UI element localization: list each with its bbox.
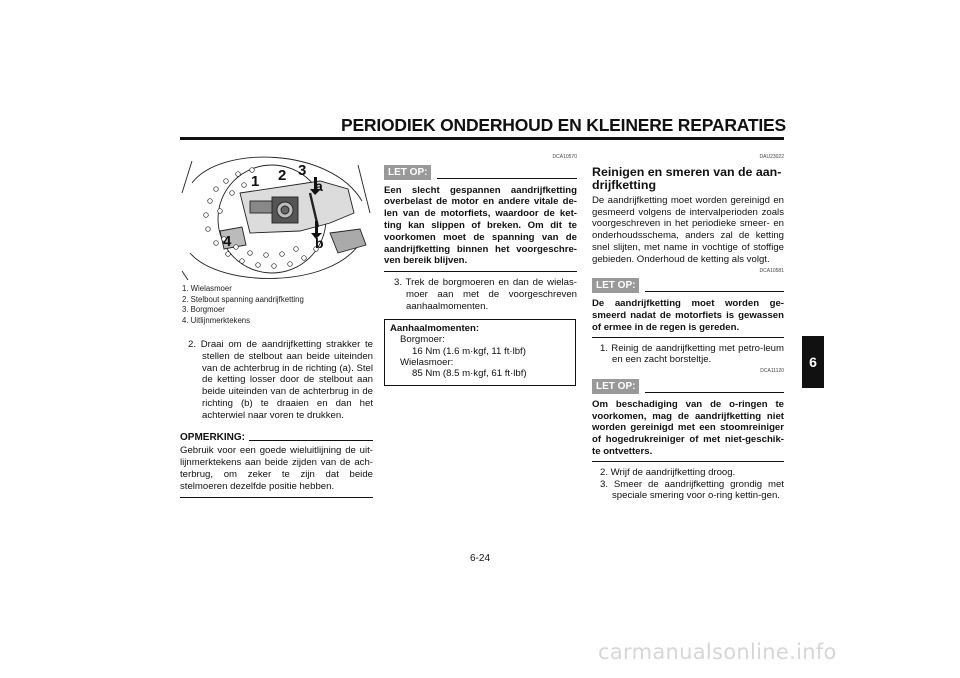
doc-code: DCA10570 <box>552 154 577 160</box>
torque-axlenut-value: 85 Nm (8.5 m·kgf, 61 ft·lbf) <box>412 368 527 380</box>
chain-adjustment-illustration <box>180 153 373 282</box>
caution-heading <box>592 278 784 293</box>
caution-label: LET OP: <box>592 379 639 394</box>
chapter-tab: 6 <box>802 336 824 388</box>
callout-b: b <box>315 235 324 251</box>
section-intro: De aandrijfketting moet worden gereinigd en gesmeerd volgens de intervalperioden zoals voorgeschreven in het periodieke smeer- en onderhoudsschema, anders zal de ketting snel slijten, met name in vochtige of stoffige gebieden. Onderhoud de ketting als volgt. <box>592 194 784 265</box>
caution-label: LET OP: <box>592 278 639 293</box>
note-text: Gebruik voor een goede wieluitlijning de uit-lijnmerktekens aan beide zijden van de ach-terbrug, om zeker te zijn dat beide stelmoeren dezelfde positie hebben. <box>180 443 373 497</box>
note-label: OPMERKING: <box>180 431 245 443</box>
doc-code: DCA11120 <box>760 368 784 375</box>
doc-code: DAU23022 <box>759 154 784 160</box>
step-1-clean: 1. Reinig de aandrijfketting met petro-leum en een zacht borsteltje. <box>600 342 784 366</box>
legend-item: 1. Wielasmoer <box>182 284 232 293</box>
caution-label: LET OP: <box>384 165 431 180</box>
torque-locknut-value: 16 Nm (1.6 m·kgf, 11 ft·lbf) <box>412 345 526 357</box>
middle-column <box>384 152 577 313</box>
figure-legend <box>182 284 372 326</box>
caution-heading <box>384 165 577 180</box>
section-heading: Reinigen en smeren van de aan-drijfketting <box>592 164 782 193</box>
note-heading <box>180 432 373 444</box>
torque-locknut-label: Borgmoer: <box>400 334 445 346</box>
caution-text: De aandrijfketting moet worden ge-smeerd nadat de motorfiets is gewassen of ermee in de regen is gereden. <box>592 293 784 337</box>
callout-3: 3 <box>298 162 307 179</box>
callout-1: 1 <box>251 173 260 190</box>
step-2-dry: 2. Wrijf de aandrijfketting droog. <box>600 466 736 478</box>
caution-text: Een slecht gespannen aandrijfketting overbelast de motor en andere vitale de-len van de motorfiets, waardoor de ket-ting kan slippen of breken. Om dit te voorkomen moet de spanning van de aandrijfketting binnen het voorgeschre-ven bereik blijven. <box>384 180 577 273</box>
step-2-tighten: 2. Draai om de aandrijfketting strakker te stellen de stelbout aan beide uiteinden van de achterbrug in de richting (a). Stel de ketting losser door de stelbout aan beide uiteinden van de achterbrug in de richting (b) te draaien en dan het achterwiel naar voren te drukken. <box>188 339 373 421</box>
doc-code: DCA10581 <box>759 267 784 274</box>
legend-item: 2. Stelbout spanning aandrijfketting <box>182 294 304 304</box>
torque-heading: Aanhaalmomenten: <box>390 323 480 334</box>
title-rule <box>180 137 784 140</box>
torque-axlenut-label: Wielasmoer: <box>400 356 454 368</box>
left-column <box>180 339 373 498</box>
watermark: carmanualsonline.info <box>598 640 837 664</box>
callout-4: 4 <box>223 233 232 250</box>
illustration-svg <box>180 153 373 282</box>
legend-item: 3. Borgmoer <box>182 305 225 315</box>
page-number: 6-24 <box>469 553 490 564</box>
callout-2: 2 <box>278 167 287 184</box>
caution-heading <box>592 379 784 394</box>
callout-a: a <box>315 178 323 194</box>
step-3-tighten: 3. Trek de borgmoeren en dan de wielas-moer aan met de voorgeschreven aanhaalmomenten. <box>394 277 577 312</box>
caution-text: Om beschadiging van de o-ringen te voorkomen, mag de aandrijfketting niet worden gereinigd met een stoomreiniger of hogedrukreiniger of met niet-geschik-te ontvetters. <box>592 394 784 462</box>
step-3-lubricate: 3. Smeer de aandrijfketting grondig met speciale smering voor o-ring kettin-gen. <box>600 478 784 502</box>
torque-specs-box <box>384 319 576 386</box>
page-title: PERIODIEK ONDERHOUD EN KLEINERE REPARATIES <box>340 115 786 135</box>
right-column <box>592 152 784 502</box>
legend-item: 4. Uitlijnmerktekens <box>182 315 251 325</box>
